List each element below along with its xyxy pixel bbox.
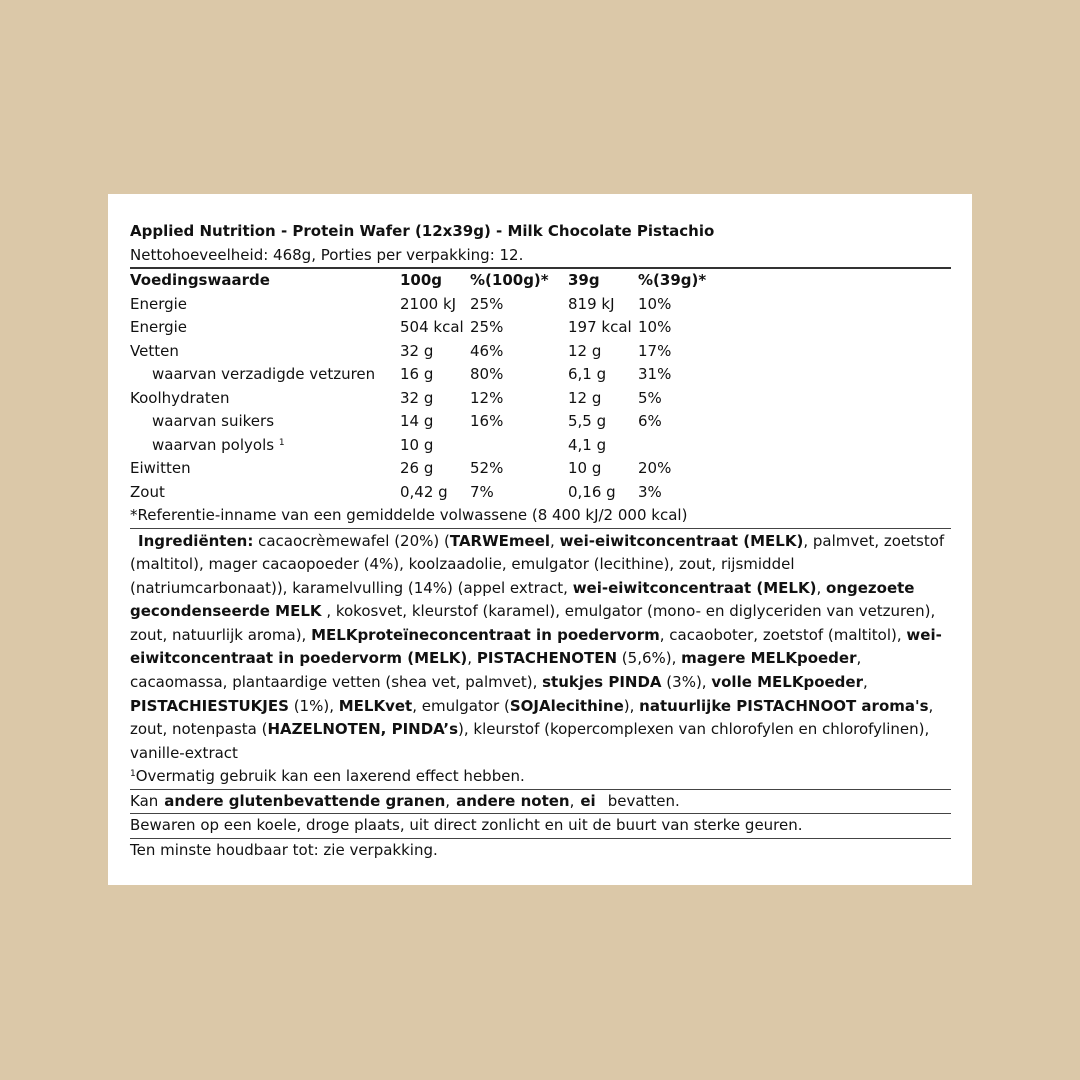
header-per-39g: 39g bbox=[568, 271, 600, 289]
percent-per-39g: 5% bbox=[638, 388, 662, 407]
ingredients-label: Ingrediënten: bbox=[138, 531, 254, 550]
ingredient-allergen: SOJAlecithine bbox=[509, 696, 624, 715]
ingredient-allergen: magere MELKpoeder bbox=[681, 649, 857, 668]
ingredient-segment: , cacaomassa, plantaardige vetten (shea vet, palmvet), bbox=[130, 649, 862, 692]
ingredient-allergen: MELKproteïneconcentraat in poedervorm bbox=[311, 625, 660, 644]
storage-instructions: Bewaren op een koele, droge plaats, uit direct zonlicht en uit de buurt van sterke geuren. bbox=[130, 814, 951, 839]
ingredient-segment: , zout, notenpasta ( bbox=[130, 696, 934, 739]
nutrient-name: Energie bbox=[130, 294, 188, 313]
nutrition-row bbox=[130, 340, 951, 364]
ingredient-allergen: wei-eiwitconcentraat (MELK) bbox=[559, 531, 804, 550]
value-per-39g: 5,5 g bbox=[568, 412, 607, 430]
value-per-100g: 32 g bbox=[400, 341, 434, 360]
ingredient-segment: , kokosvet, kleurstof (karamel), emulgator (mono- en diglyceriden van vetzuren), zout, natuurlijk aroma), bbox=[130, 602, 936, 644]
percent-per-39g: 17% bbox=[638, 341, 672, 360]
nutrient-name: Vetten bbox=[130, 341, 179, 360]
ingredient-segment: , bbox=[550, 531, 560, 550]
ingredient-allergen: ongezoete gecondenseerde MELK bbox=[130, 578, 915, 621]
net-quantity-line: Nettohoeveelheid: 468g, Porties per verpakking: 12. bbox=[130, 244, 951, 270]
ingredient-segment: , cacaoboter, zoetstof (maltitol), bbox=[659, 625, 907, 644]
percent-per-100g: 46% bbox=[470, 341, 504, 360]
header-percent-100g: %(100g)* bbox=[470, 271, 549, 289]
nutrient-name: waarvan verzadigde vetzuren bbox=[152, 365, 376, 383]
ingredient-allergen: volle MELKpoeder bbox=[711, 673, 863, 692]
ingredient-allergen: TARWEmeel bbox=[449, 531, 551, 550]
nutrient-name: Zout bbox=[130, 482, 165, 501]
value-per-39g: 197 kcal bbox=[568, 318, 632, 336]
allergen-prefix: Kan bbox=[130, 791, 159, 810]
nutrition-row bbox=[130, 316, 951, 340]
nutrient-name: waarvan suikers bbox=[152, 412, 275, 430]
percent-per-39g: 10% bbox=[638, 318, 672, 336]
ingredient-allergen: PISTACHENOTEN bbox=[476, 649, 618, 668]
ingredient-allergen: stukjes PINDA bbox=[542, 673, 662, 692]
ingredient-segment: ), bbox=[623, 696, 640, 715]
allergen-warning: Kan andere glutenbevattende granen, andere noten, ei bevatten. bbox=[130, 790, 951, 815]
nutrient-name: Energie bbox=[130, 318, 188, 336]
footnote bbox=[130, 765, 951, 790]
value-per-100g: 0,42 g bbox=[400, 482, 448, 501]
nutrition-label-card bbox=[108, 194, 972, 885]
ingredient-segment: , emulgator ( bbox=[412, 696, 510, 715]
percent-per-100g: 80% bbox=[470, 365, 504, 383]
value-per-100g: 32 g bbox=[400, 388, 434, 407]
nutrition-row bbox=[130, 387, 951, 411]
nutrition-table-header bbox=[130, 269, 951, 293]
nutrition-row bbox=[130, 293, 951, 317]
percent-per-39g: 10% bbox=[638, 294, 672, 313]
nutrition-row bbox=[130, 410, 951, 434]
nutrition-row bbox=[130, 457, 951, 481]
ingredient-segment: , bbox=[862, 673, 868, 692]
percent-per-39g: 31% bbox=[638, 365, 672, 383]
reference-intake-note: *Referentie-inname van een gemiddelde volwassene (8 400 kJ/2 000 kcal) bbox=[130, 504, 951, 529]
percent-per-39g bbox=[638, 434, 738, 458]
value-per-39g: 10 g bbox=[568, 459, 602, 477]
allergen-item: andere glutenbevattende granen bbox=[164, 791, 446, 810]
header-nutrient: Voedingswaarde bbox=[130, 271, 270, 289]
ingredient-segment: (1%), bbox=[288, 696, 339, 715]
percent-per-39g: 6% bbox=[638, 412, 662, 430]
percent-per-100g bbox=[470, 434, 568, 458]
nutrient-name: waarvan polyols $^1$ bbox=[152, 435, 285, 454]
ingredient-segment: , bbox=[816, 578, 827, 597]
value-per-100g: 14 g bbox=[400, 412, 434, 430]
ingredient-segment: , bbox=[467, 649, 477, 668]
header-per-100g: 100g bbox=[400, 271, 443, 289]
ingredient-allergen: MELKvet bbox=[338, 696, 413, 715]
percent-per-100g: 12% bbox=[470, 388, 504, 407]
nutrition-row bbox=[130, 363, 951, 387]
value-per-39g: 12 g bbox=[568, 388, 602, 407]
percent-per-100g: 16% bbox=[470, 412, 504, 430]
percent-per-39g: 3% bbox=[638, 482, 662, 501]
ingredient-allergen: PISTACHIESTUKJES bbox=[130, 696, 289, 715]
percent-per-39g: 20% bbox=[638, 459, 672, 477]
value-per-39g: 12 g bbox=[568, 341, 602, 360]
value-per-39g: 6,1 g bbox=[568, 365, 607, 383]
nutrition-row bbox=[130, 434, 951, 458]
nutrition-row bbox=[130, 481, 951, 505]
allergen-suffix: bevatten. bbox=[607, 791, 680, 810]
percent-per-100g: 25% bbox=[470, 294, 504, 313]
ingredient-allergen: HAZELNOTEN, PINDA’s bbox=[267, 720, 459, 739]
header-percent-39g: %(39g)* bbox=[638, 271, 707, 289]
ingredient-allergen: wei-eiwitconcentraat (MELK) bbox=[572, 578, 817, 597]
nutrient-name: Koolhydraten bbox=[130, 388, 230, 407]
ingredients-text bbox=[130, 532, 944, 762]
value-per-100g: 2100 kJ bbox=[400, 294, 457, 313]
ingredient-allergen: wei-eiwitconcentraat in poedervorm (MELK) bbox=[130, 625, 942, 668]
ingredient-segment: (5,6%), bbox=[617, 649, 682, 668]
product-title: Applied Nutrition - Protein Wafer (12x39g) - Milk Chocolate Pistachio bbox=[130, 222, 715, 240]
ingredient-allergen: natuurlijke PISTACHNOOT aroma's bbox=[639, 696, 929, 715]
value-per-39g: 819 kJ bbox=[568, 294, 615, 313]
value-per-100g: 504 kcal bbox=[400, 318, 464, 336]
nutrient-name: Eiwitten bbox=[130, 459, 191, 477]
value-per-100g: 10 g bbox=[400, 435, 434, 454]
ingredient-segment: cacaocrèmewafel (20%) ( bbox=[253, 531, 450, 550]
allergen-item: ei bbox=[580, 791, 596, 810]
percent-per-100g: 25% bbox=[470, 318, 504, 336]
best-before: Ten minste houdbaar tot: zie verpakking. bbox=[130, 840, 438, 859]
value-per-100g: 26 g bbox=[400, 459, 434, 477]
ingredient-segment: ), kleurstof (kopercomplexen van chlorofylen en chlorofylinen), vanille-extract bbox=[130, 720, 930, 762]
footnote-marker: 1 bbox=[278, 437, 285, 448]
percent-per-100g: 7% bbox=[470, 482, 494, 501]
footnote-text: Overmatig gebruik kan een laxerend effect hebben. bbox=[135, 767, 525, 786]
ingredient-segment: , palmvet, zoetstof (maltitol), mager cacaopoeder (4%), koolzaadolie, emulgator (lecithine), zout, rijsmiddel (natriumcarbonaat)), karamelvulling (14%) (appel extract, bbox=[130, 531, 945, 597]
nutrition-table bbox=[130, 269, 951, 504]
allergen-item: andere noten bbox=[456, 791, 570, 810]
value-per-39g: 4,1 g bbox=[568, 435, 607, 454]
value-per-39g: 0,16 g bbox=[568, 482, 616, 501]
ingredient-segment: (3%), bbox=[661, 673, 712, 692]
footnote-marker: 1 bbox=[130, 769, 136, 780]
percent-per-100g: 52% bbox=[470, 459, 504, 477]
nutrition-table-body bbox=[130, 293, 951, 505]
ingredients-block bbox=[130, 529, 951, 766]
value-per-100g: 16 g bbox=[400, 365, 434, 383]
